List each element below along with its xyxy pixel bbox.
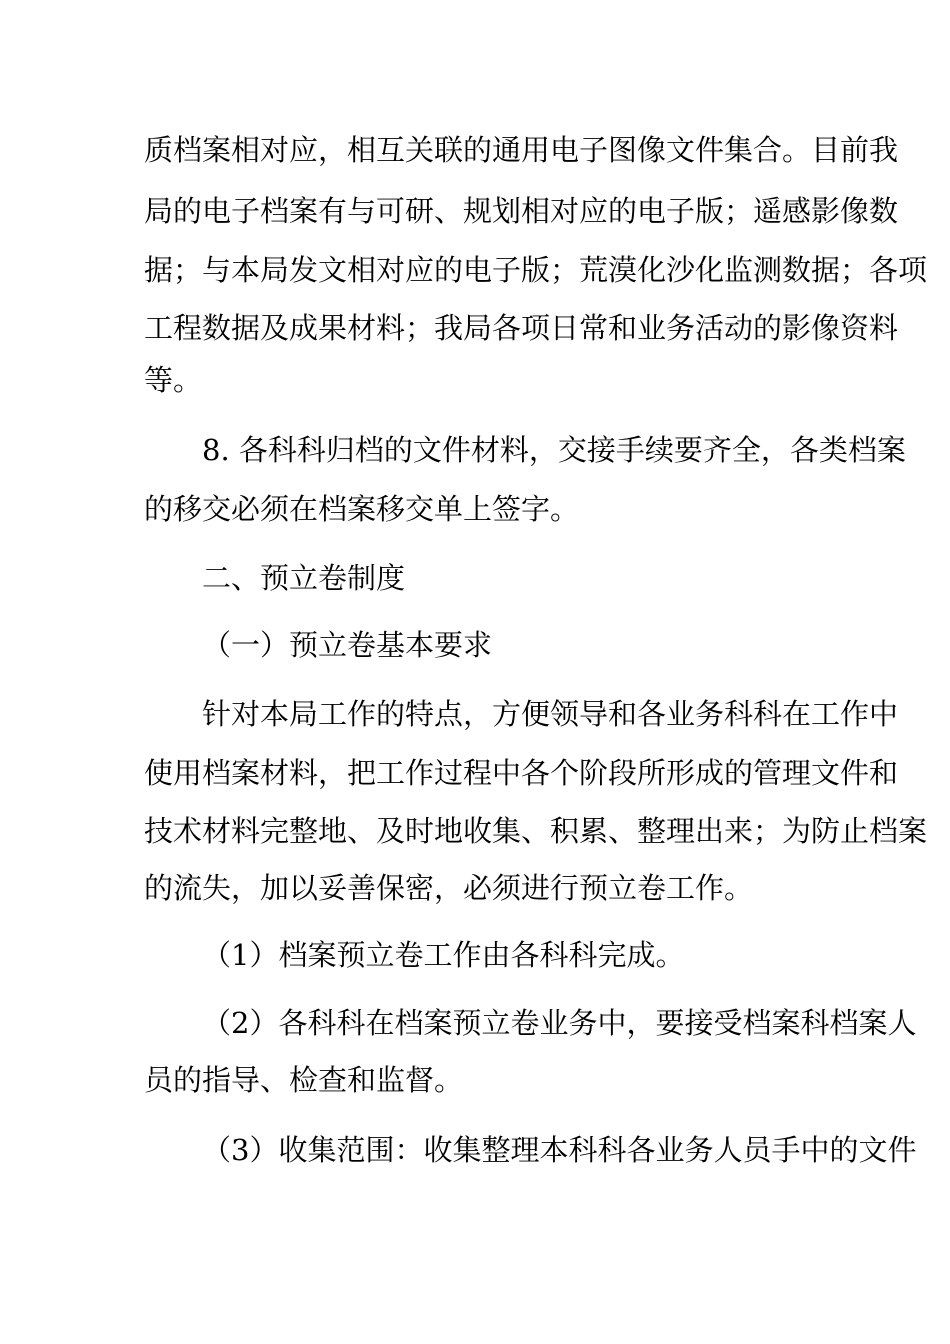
subsection-heading: （一）预立卷基本要求 bbox=[202, 628, 493, 662]
paragraph-2-line-1: 8. 各科科归档的文件材料，交接手续要齐全，各类档案 bbox=[202, 433, 906, 467]
list-item-2-line-2: 员的指导、检查和监督。 bbox=[144, 1063, 464, 1097]
paragraph-3-line-1: 针对本局工作的特点，方便领导和各业务科科在工作中 bbox=[202, 697, 899, 731]
paragraph-3-line-2: 使用档案材料，把工作过程中各个阶段所形成的管理文件和 bbox=[144, 756, 899, 790]
paragraph-1-line-2: 局的电子档案有与可研、规划相对应的电子版；遥感影像数 bbox=[144, 194, 899, 228]
section-heading: 二、预立卷制度 bbox=[202, 561, 406, 595]
paragraph-1-line-4: 工程数据及成果材料；我局各项日常和业务活动的影像资料 bbox=[144, 311, 899, 345]
paragraph-1-line-5: 等。 bbox=[144, 363, 203, 397]
list-item-2-line-1: （2）各科科在档案预立卷业务中，要接受档案科档案人 bbox=[202, 1006, 917, 1040]
paragraph-1-line-1: 质档案相对应，相互关联的通用电子图像文件集合。目前我 bbox=[144, 133, 899, 167]
paragraph-1-line-3: 据；与本局发文相对应的电子版；荒漠化沙化监测数据；各项 bbox=[144, 253, 928, 287]
paragraph-2-line-2: 的移交必须在档案移交单上签字。 bbox=[144, 492, 580, 526]
paragraph-3-line-3: 技术材料完整地、及时地收集、积累、整理出来；为防止档案 bbox=[144, 814, 928, 848]
paragraph-3-line-4: 的流失，加以妥善保密，必须进行预立卷工作。 bbox=[144, 871, 754, 905]
list-item-1: （1）档案预立卷工作由各科科完成。 bbox=[202, 938, 685, 972]
list-item-3-line-1: （3）收集范围：收集整理本科科各业务人员手中的文件 bbox=[202, 1133, 917, 1167]
